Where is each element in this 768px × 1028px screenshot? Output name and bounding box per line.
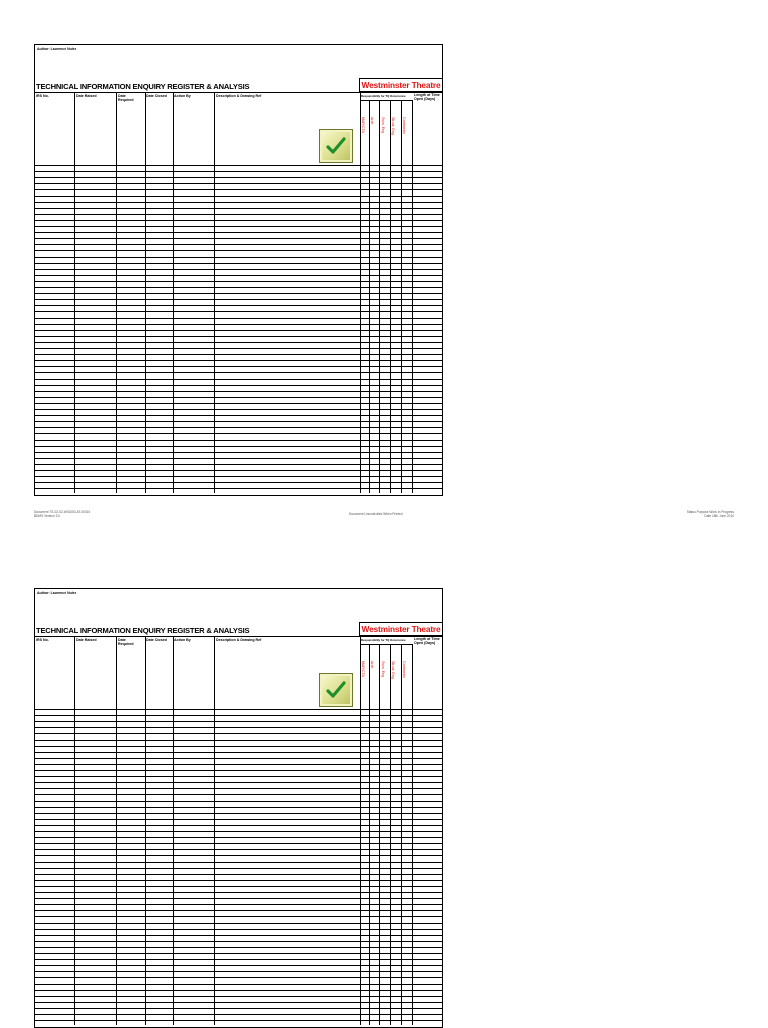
table-row-rule (35, 727, 443, 728)
table-row-rule (35, 226, 443, 227)
table-row-rule (35, 257, 443, 258)
table-row-rule (35, 764, 443, 765)
table-row-rule (35, 275, 443, 276)
table-row-rule (35, 488, 443, 489)
author-label: Author: Laurence Nuier (37, 47, 77, 51)
party-label-arch: Arch (370, 117, 374, 125)
table-row-rule (35, 165, 443, 166)
approved-checkmark-badge (319, 129, 353, 163)
col-header-date-raised: Date Raised (76, 94, 97, 98)
table-row-rule (35, 1020, 443, 1021)
col-header-action-by: Action By (174, 638, 191, 642)
table-row-rule (35, 299, 443, 300)
table-row-rule (35, 843, 443, 844)
table-row-rule (35, 348, 443, 349)
table-row-rule (35, 898, 443, 899)
table-row-rule (35, 996, 443, 997)
table-row-rule (35, 770, 443, 771)
table-row-rule (35, 458, 443, 459)
col-header-date-required: Date Required (118, 638, 134, 647)
col-header-description: Description & Drawing Ref (216, 638, 262, 642)
author-label: Author: Laurence Nuier (37, 591, 77, 595)
party-label-mar-cta: MAR/CTA (361, 117, 365, 133)
table-row-rule (35, 740, 443, 741)
table-row-rule (35, 752, 443, 753)
table-row-rule (35, 916, 443, 917)
party-label-svcs-eng: Svcs. Eng. (381, 117, 385, 135)
brand-logo-text: Westminster Theatre (359, 622, 443, 636)
table-row-rule (35, 984, 443, 985)
party-label-contractor: Contractor (402, 117, 406, 134)
table-row-rule (35, 837, 443, 838)
brand-logo-text: Westminster Theatre (359, 78, 443, 92)
footer-document-info (34, 510, 90, 518)
table-row-rule (35, 183, 443, 184)
table-row-rule (35, 782, 443, 783)
table-row-rule (35, 177, 443, 178)
table-row-rule (35, 746, 443, 747)
col-header-irs-no: IRS No. (36, 638, 49, 642)
checkmark-icon (326, 680, 346, 700)
sheet-title: TECHNICAL INFORMATION ENQUIRY REGISTER & ANALYSIS (36, 626, 250, 635)
table-row-rule (35, 935, 443, 936)
footer-status-info (664, 510, 734, 518)
footer-uncontrolled-notice: Document Uncontrolled When Printed (349, 512, 403, 516)
table-row-rule (35, 336, 443, 337)
table-row-rule (35, 287, 443, 288)
table-row-rule (35, 476, 443, 477)
table-row-rule (35, 232, 443, 233)
table-row-rule (35, 886, 443, 887)
col-header-date-raised: Date Raised (76, 638, 97, 642)
table-row-rule (35, 391, 443, 392)
table-row-rule (35, 293, 443, 294)
table-row-rule (35, 880, 443, 881)
table-row-rule (35, 874, 443, 875)
table-row-rule (35, 220, 443, 221)
header-rule (35, 92, 442, 93)
table-row-rule (35, 868, 443, 869)
table-row-rule (35, 421, 443, 422)
table-row-rule (35, 855, 443, 856)
table-row-rule (35, 1008, 443, 1009)
table-row-rule (35, 342, 443, 343)
table-row-rule (35, 464, 443, 465)
table-row-rule (35, 831, 443, 832)
table-row-rule (35, 801, 443, 802)
table-row-rule (35, 794, 443, 795)
col-header-date-required: Date Required (118, 94, 134, 103)
footer-date: Date 18th June 2010 (704, 514, 734, 518)
footer-status-purpose: Status Purpose Work In Progress (686, 510, 734, 514)
table-row-rule (35, 360, 443, 361)
table-row-rule (35, 452, 443, 453)
table-row-rule (35, 904, 443, 905)
table-row-rule (35, 330, 443, 331)
header-rule (35, 636, 442, 637)
table-row-rule (35, 482, 443, 483)
table-row-rule (35, 929, 443, 930)
table-row-rule (35, 446, 443, 447)
footer-document-number: Document TS-02-02-W01000-AT-00010 (34, 510, 91, 514)
table-row-rule (35, 959, 443, 960)
table-row-rule (35, 788, 443, 789)
responsibility-header: Responsibility for TQ Occurrence (361, 94, 406, 98)
table-row-rule (35, 733, 443, 734)
table-row-rule (35, 214, 443, 215)
table-row-rule (35, 990, 443, 991)
table-row-rule (35, 385, 443, 386)
party-column-divider (401, 644, 402, 1025)
table-row-rule (35, 862, 443, 863)
table-row-rule (35, 709, 443, 710)
table-row-rule (35, 427, 443, 428)
table-row-rule (35, 379, 443, 380)
responsibility-rule (360, 644, 412, 645)
table-row-rule (35, 250, 443, 251)
approved-checkmark-badge (319, 673, 353, 707)
table-row-rule (35, 715, 443, 716)
sheet-title: TECHNICAL INFORMATION ENQUIRY REGISTER & ANALYSIS (36, 82, 250, 91)
table-row-rule (35, 977, 443, 978)
table-row-rule (35, 947, 443, 948)
table-row-rule (35, 366, 443, 367)
table-row-rule (35, 208, 443, 209)
party-label-struct-eng: Struct. Eng. (391, 661, 395, 680)
table-row-rule (35, 776, 443, 777)
responsibility-header: Responsibility for TQ Occurrence (361, 638, 406, 642)
table-row-rule (35, 196, 443, 197)
table-row-rule (35, 721, 443, 722)
table-row-rule (35, 202, 443, 203)
party-label-svcs-eng: Svcs. Eng. (381, 661, 385, 679)
table-row-rule (35, 311, 443, 312)
table-row-rule (35, 269, 443, 270)
table-row-rule (35, 263, 443, 264)
responsibility-rule (360, 100, 412, 101)
table-row-rule (35, 189, 443, 190)
col-header-description: Description & Drawing Ref (216, 94, 262, 98)
table-row-rule (35, 953, 443, 954)
table-row-rule (35, 415, 443, 416)
table-row-rule (35, 324, 443, 325)
col-header-date-closed: Date Closed (146, 94, 167, 98)
party-column-divider (390, 644, 391, 1025)
table-row-rule (35, 819, 443, 820)
party-label-contractor: Contractor (402, 661, 406, 678)
table-row-rule (35, 1002, 443, 1003)
table-row-rule (35, 403, 443, 404)
table-row-rule (35, 923, 443, 924)
table-row-rule (35, 281, 443, 282)
col-header-irs-no: IRS No. (36, 94, 49, 98)
table-row-rule (35, 965, 443, 966)
party-label-arch: Arch (370, 661, 374, 669)
table-row-rule (35, 807, 443, 808)
party-column-divider (369, 644, 370, 1025)
col-header-action-by: Action By (174, 94, 191, 98)
table-row-rule (35, 941, 443, 942)
checkmark-icon (326, 136, 346, 156)
col-header-date-closed: Date Closed (146, 638, 167, 642)
table-row-rule (35, 305, 443, 306)
table-row-rule (35, 171, 443, 172)
register-sheet-page-2 (34, 588, 443, 1028)
table-row-rule (35, 397, 443, 398)
length-open-header: Length of Time Open (Days) (414, 637, 440, 646)
table-row-rule (35, 372, 443, 373)
table-row-rule (35, 1014, 443, 1015)
party-label-mar-cta: MAR/CTA (361, 661, 365, 677)
table-row-rule (35, 440, 443, 441)
table-row-rule (35, 354, 443, 355)
table-row-rule (35, 238, 443, 239)
table-row-rule (35, 318, 443, 319)
table-row-rule (35, 892, 443, 893)
table-row-rule (35, 470, 443, 471)
table-row-rule (35, 244, 443, 245)
footer-version: BDMS Version 3.0 (34, 514, 61, 518)
party-column-divider (412, 644, 413, 1025)
table-row-rule (35, 433, 443, 434)
table-row-rule (35, 971, 443, 972)
table-row-rule (35, 910, 443, 911)
table-row-rule (35, 849, 443, 850)
table-row-rule (35, 825, 443, 826)
table-row-rule (35, 813, 443, 814)
register-sheet-page-1 (34, 44, 443, 496)
table-row-rule (35, 409, 443, 410)
party-label-struct-eng: Struct. Eng. (391, 117, 395, 136)
length-open-header: Length of Time Open (Days) (414, 93, 440, 102)
party-column-divider (379, 644, 380, 1025)
table-row-rule (35, 758, 443, 759)
